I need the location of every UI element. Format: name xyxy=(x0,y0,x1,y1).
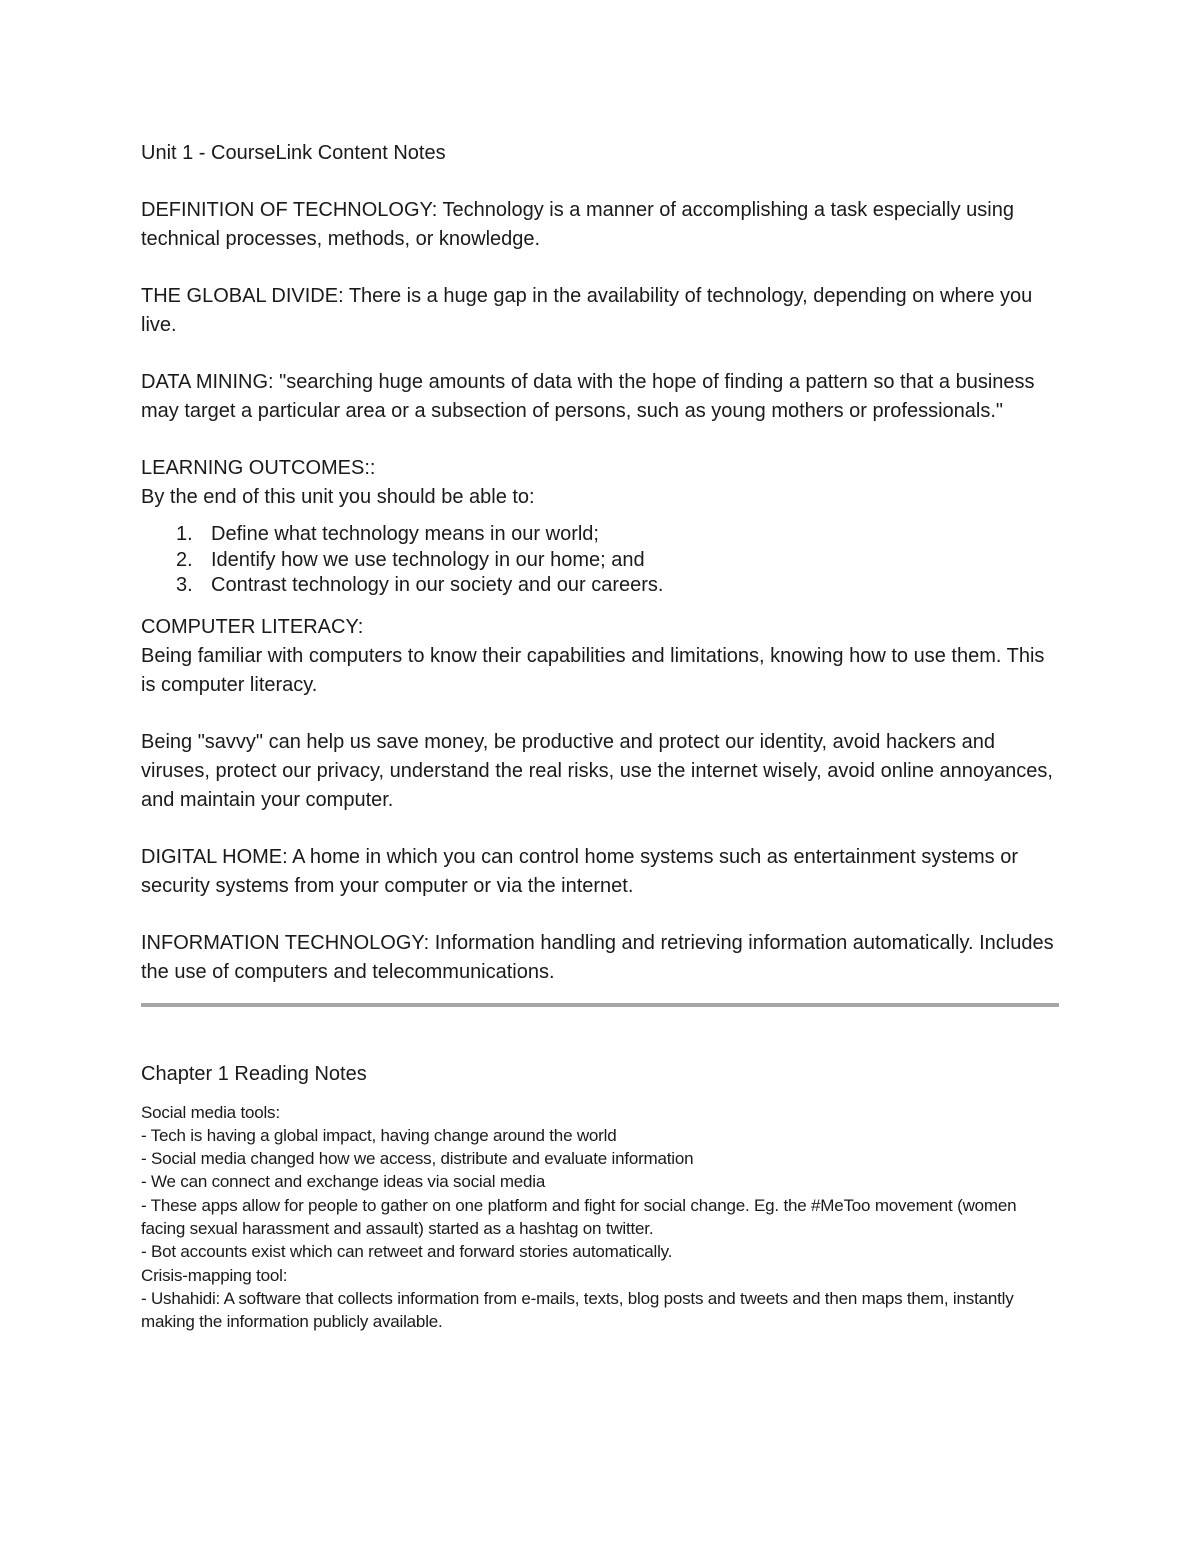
chapter-note-line: - Tech is having a global impact, having change around the world xyxy=(141,1125,617,1145)
list-item-number: 1. xyxy=(176,523,193,545)
computer-savvy-paragraph: Being "savvy" can help us save money, be productive and protect our identity, avoid hackers and viruses, protect our privacy, understand the real risks, use the internet wisely, avoid online annoyances, and maintain your computer. xyxy=(141,730,1053,811)
unit-title: Unit 1 - CourseLink Content Notes xyxy=(141,142,446,164)
definition-global-divide: THE GLOBAL DIVIDE: There is a huge gap in the availability of technology, depending on where you live. xyxy=(141,285,1033,336)
list-item-text: Define what technology means in our world; xyxy=(211,523,599,545)
list-item xyxy=(176,573,1059,599)
chapter-note-line: - We can connect and exchange ideas via social media xyxy=(141,1172,546,1192)
list-item-text: Identify how we use technology in our home; and xyxy=(211,548,645,571)
definition-digital-home: DIGITAL HOME: A home in which you can control home systems such as entertainment systems or security systems from your computer or via the internet. xyxy=(141,845,1019,897)
chapter-note-line: - Bot accounts exist which can retweet and forward stories automatically. xyxy=(141,1242,673,1262)
list-item-number: 2. xyxy=(176,548,193,571)
learning-outcomes-intro: By the end of this unit you should be able to: xyxy=(141,486,535,508)
document-page xyxy=(141,138,1059,1333)
computer-literacy-definition: Being familiar with computers to know their capabilities and limitations, knowing how to use them. This is computer literacy. xyxy=(141,644,1045,696)
horizontal-divider xyxy=(141,1003,1059,1007)
list-item xyxy=(176,522,1059,548)
learning-outcomes-list xyxy=(141,522,1059,599)
list-item xyxy=(176,548,1059,574)
definition-technology: DEFINITION OF TECHNOLOGY: Technology is a manner of accomplishing a task especially using technical processes, methods, or knowledge. xyxy=(141,199,1014,250)
chapter-note-line: - These apps allow for people to gather on one platform and fight for social change. Eg. the #MeToo movement (women facing sexual harassment and assault) started as a hashtag on twitter. xyxy=(141,1195,1017,1238)
list-item-text: Contrast technology in our society and our careers. xyxy=(211,574,664,596)
chapter-note-line: - Social media changed how we access, distribute and evaluate information xyxy=(141,1149,694,1169)
chapter-note-line: Social media tools: xyxy=(141,1102,280,1122)
definition-data-mining: DATA MINING: "searching huge amounts of data with the hope of finding a pattern so that a business may target a particular area or a subsection of persons, such as young mothers or professionals." xyxy=(141,371,1035,422)
computer-literacy-heading: COMPUTER LITERACY: xyxy=(141,615,364,638)
chapter-note-line: - Ushahidi: A software that collects information from e-mails, texts, blog posts and tweets and then maps them, instantly making the information publicly available. xyxy=(141,1288,1014,1332)
chapter-notes xyxy=(141,1101,1059,1334)
chapter-title: Chapter 1 Reading Notes xyxy=(141,1062,367,1085)
list-item-number: 3. xyxy=(176,574,193,596)
learning-outcomes-heading: LEARNING OUTCOMES:: xyxy=(141,457,376,479)
chapter-note-line: Crisis-mapping tool: xyxy=(141,1265,288,1285)
definition-information-technology: INFORMATION TECHNOLOGY: Information handling and retrieving information automatically. Includes the use of computers and telecommunications. xyxy=(141,931,1054,983)
